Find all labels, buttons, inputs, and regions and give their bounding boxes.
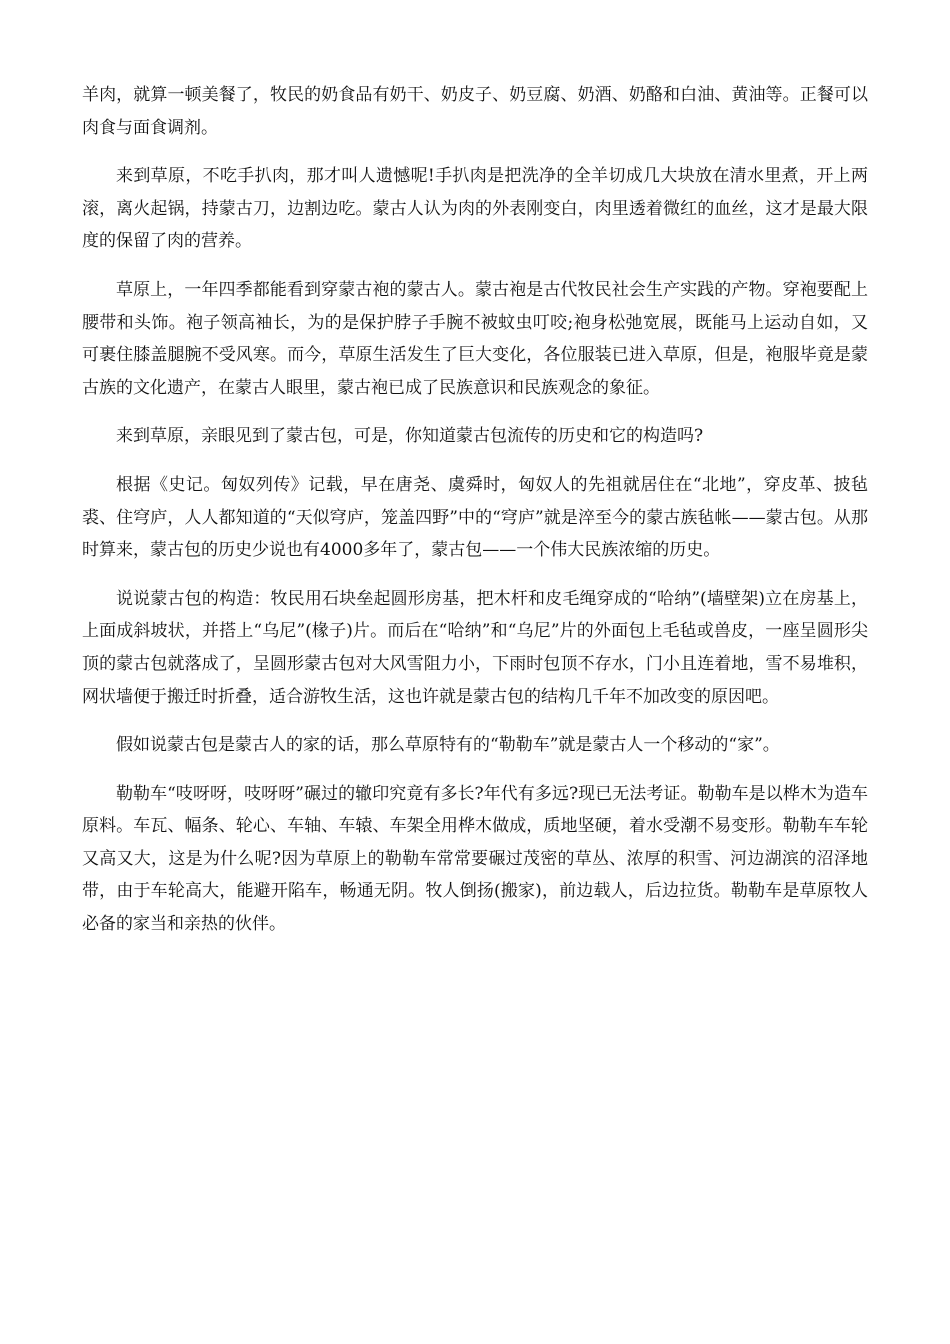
paragraph-lele-cart-intro: 假如说蒙古包是蒙古人的家的话，那么草原特有的“勒勒车”就是蒙古人一个移动的“家”。 xyxy=(116,735,780,756)
paragraph-milk-food: 羊肉，就算一顿美餐了，牧民的奶食品有奶干、奶皮子、奶豆腐、奶酒、奶酪和白油、黄油等。正餐可以肉食与面食调剂。 xyxy=(82,85,868,138)
paragraph-yurt-structure: 说说蒙古包的构造：牧民用石块垒起圆形房基，把木杆和皮毛绳穿成的“哈纳”(墙壁架)立在房基上，上面成斜坡状，并搭上“乌尼”(椽子)片。而后在“哈纳”和“乌尼”片的外面包上毛毡或兽皮，一座呈圆形尖顶的蒙古包就落成了，呈圆形蒙古包对大风雪阻力小，下雨时包顶不存水，门小且连着地，雪不易堆积，网状墙便于搬迁时折叠，适合游牧生活，这也许就是蒙古包的结构几千年不加改变的原因吧。 xyxy=(82,588,868,707)
paragraph-lele-cart-detail: 勒勒车“吱呀呀，吱呀呀”碾过的辙印究竟有多长?年代有多远?现已无法考证。勒勒车是以桦木为造车原料。车瓦、幅条、轮心、车轴、车辕、车架全用桦木做成，质地坚硬，着水受潮不易变形。勒勒车车轮又高又大，这是为什么呢?因为草原上的勒勒车常常要碾过茂密的草丛、浓厚的积雪、河边湖滨的沼泽地带，由于车轮高大，能避开陷车，畅通无阴。牧人倒扬(搬家)，前边载人，后边拉货。勒勒车是草原牧人必备的家当和亲热的伙伴。 xyxy=(82,783,868,935)
paragraph-yurt-history: 根据《史记。匈奴列传》记载，早在唐尧、虞舜时，匈奴人的先祖就居住在“北地”，穿皮革、披毡裘、住穹庐，人人都知道的“天似穹庐，笼盖四野”中的“穹庐”就是淬至今的蒙古族毡帐——蒙古包。从那时算来，蒙古包的历史少说也有4000多年了，蒙古包——一个伟大民族浓缩的历史。 xyxy=(82,474,868,561)
paragraph-yurt-question: 来到草原，亲眼见到了蒙古包，可是，你知道蒙古包流传的历史和它的构造吗? xyxy=(116,426,704,447)
document-body xyxy=(82,79,868,941)
paragraph-mongolian-robe: 草原上，一年四季都能看到穿蒙古袍的蒙古人。蒙古袍是古代牧民社会生产实践的产物。穿袍要配上腰带和头饰。袍子领高袖长，为的是保护脖子手腕不被蚊虫叮咬;袍身松弛宽展，既能马上运动自如，又可裹住膝盖腿腕不受风寒。而今，草原生活发生了巨大变化，各位服装已进入草原，但是，袍服毕竟是蒙古族的文化遗产，在蒙古人眼里，蒙古袍已成了民族意识和民族观念的象征。 xyxy=(82,279,868,398)
paragraph-hand-meat: 来到草原，不吃手扒肉，那才叫人遗憾呢!手扒肉是把洗净的全羊切成几大块放在清水里煮，开上两滚，离火起锅，持蒙古刀，边割边吃。蒙古人认为肉的外表刚变白，肉里透着微红的血丝，这才是最大限度的保留了肉的营养。 xyxy=(82,166,868,252)
